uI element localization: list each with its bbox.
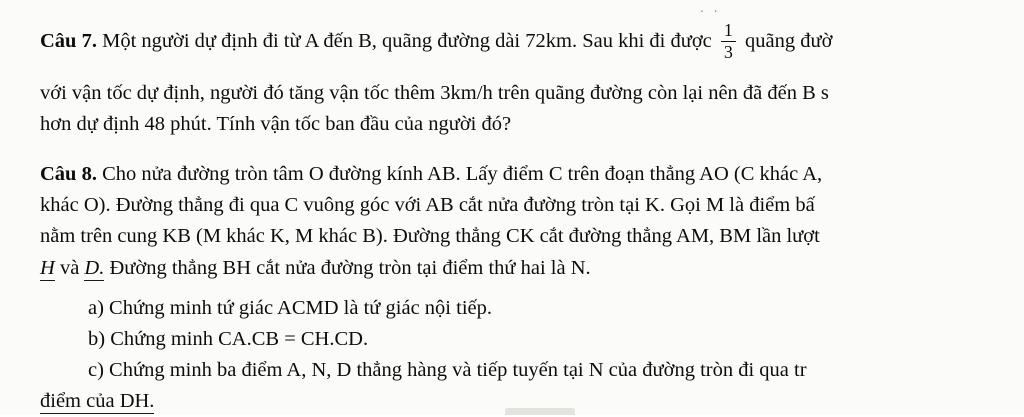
cau8-line1-text: Cho nửa đường tròn tâm O đường kính AB. Lấy điểm C trên đoạn thẳng AO (C khác A, [102, 163, 823, 186]
fraction-numerator: 1 [723, 20, 733, 40]
cau8-item-b: b) Chứng minh CA.CB = CH.CD. [88, 327, 369, 350]
cau8-item-c-tail: điểm của DH. [40, 390, 155, 413]
cau8-line-3: nằm trên cung KB (M khác K, M khác B). Đường thẳng CK cắt đường thẳng AM, BM lần lượt [40, 225, 820, 248]
cau8-line-4 [40, 253, 1024, 284]
document-body [40, 22, 1024, 417]
cau7-line1-text-b: quãng đườ [745, 30, 833, 53]
bottom-edge-artifact [505, 408, 575, 415]
cau8-line4-text: Đường thẳng BH cắt nửa đường tròn tại điểm thứ hai là N. [109, 256, 591, 279]
spacer [40, 284, 1024, 293]
cau8-line4-conjunction: và [59, 256, 80, 279]
point-H-label: H [40, 256, 55, 279]
cau8-item-c: c) Chứng minh ba điểm A, N, D thẳng hàng và tiếp tuyến tại N của đường tròn đi qua tr [88, 359, 807, 382]
fraction-one-third [721, 21, 736, 62]
cau7-line1-text-a: Một người dự định đi từ A đến B, quãng đường dài 72km. Sau khi đi được [102, 30, 712, 53]
point-D-label: D. [84, 256, 105, 279]
fraction-denominator: 3 [723, 41, 733, 62]
top-edge-artifact: .. [700, 0, 728, 12]
spacer [40, 140, 1024, 159]
cau7-line-3: hơn dự định 48 phút. Tính vận tốc ban đầu của người đó? [40, 112, 512, 135]
cau8-line-1 [40, 159, 1024, 190]
cau7-line-2: với vận tốc dự định, người đó tăng vận tốc thêm 3km/h trên quãng đường còn lại nên đã đến B s [40, 81, 829, 104]
cau8-item-a: a) Chứng minh tứ giác ACMD là tứ giác nội tiếp. [88, 296, 492, 319]
cau7-line-1 [40, 22, 1024, 63]
cau7-label: Câu 7. [40, 30, 97, 53]
spacer [40, 63, 1024, 78]
cau8-line-2: khác O). Đường thẳng đi qua C vuông góc với AB cắt nửa đường tròn tại K. Gọi M là điểm bấ [40, 194, 815, 217]
cau8-label: Câu 8. [40, 163, 97, 186]
